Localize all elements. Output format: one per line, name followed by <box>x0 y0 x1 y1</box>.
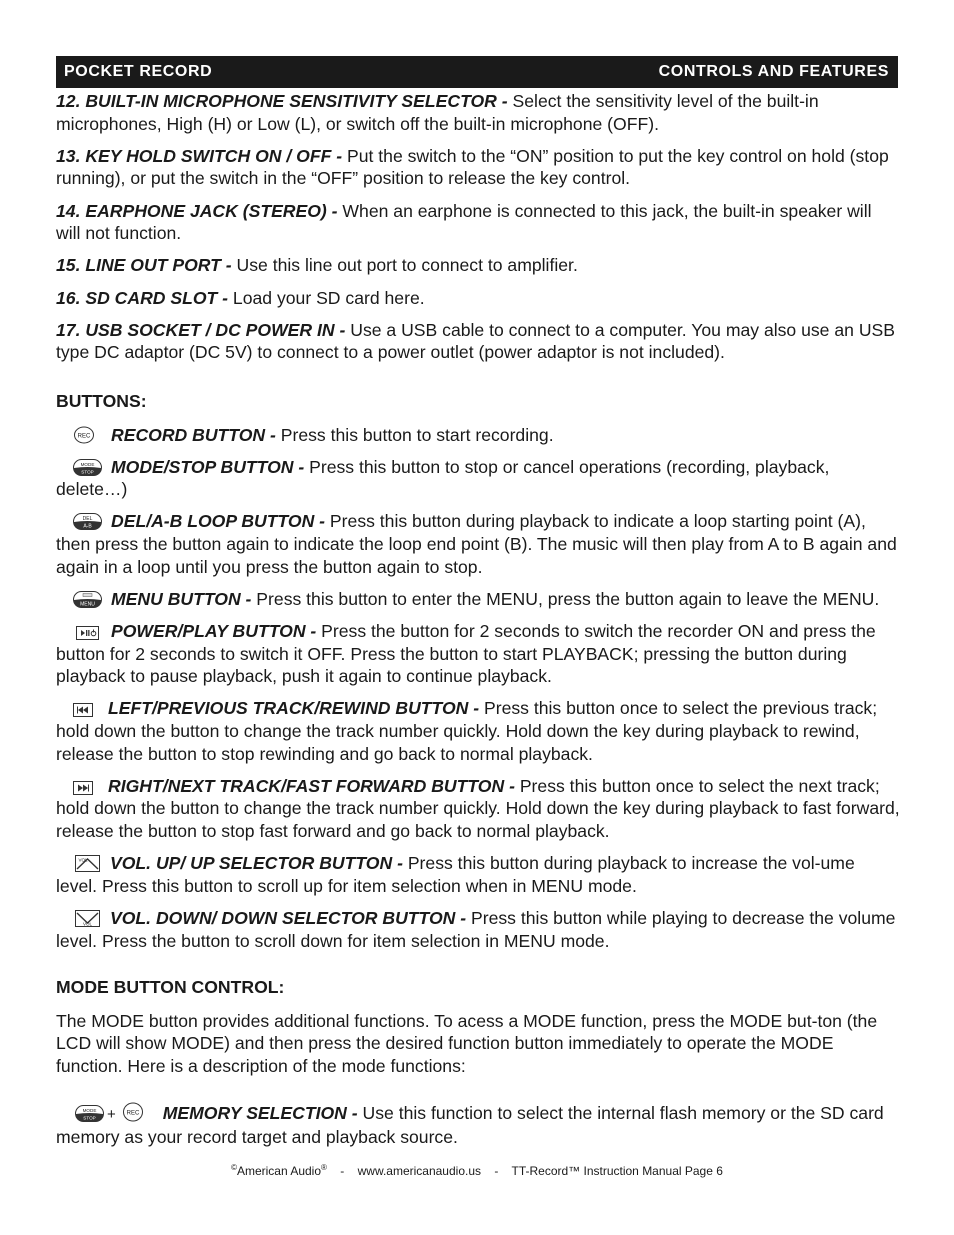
button-item-next-track <box>56 775 900 843</box>
volume-down-icon <box>75 910 100 927</box>
feature-text: Load your SD card here. <box>228 287 425 308</box>
button-item-previous-track <box>56 697 900 765</box>
button-text: Press this button to stop or cancel operations (recording, playback, delete…) <box>56 456 830 500</box>
buttons-section-title: BUTTONS: <box>56 390 147 411</box>
button-label: MENU BUTTON - <box>111 588 252 609</box>
feature-item-17 <box>56 319 900 364</box>
feature-label: 13. KEY HOLD SWITCH ON / OFF - <box>56 145 343 166</box>
page-footer <box>0 1163 954 1178</box>
button-text: Press the button for 2 seconds to switch the recorder ON and press the button for 2 seconds to switch it OFF. Press the button to start PLAYBACK; pressing the button during playback to pause playback, push it again to continue playback. <box>56 621 876 687</box>
button-text: Press this button during playback to indicate a loop starting point (A), then press the button again to indicate the loop end point (B). The music will then play from A to B again and again in a loop until you press the button again to stop. <box>56 511 897 577</box>
button-item-volume-down <box>56 907 900 952</box>
feature-text: Put the switch to the “ON” position to put the key control on hold (stop running), or put the switch in the “OFF” position to release the key control. <box>56 145 889 189</box>
header-title-right: CONTROLS AND FEATURES <box>658 63 889 80</box>
mode-function-memory-selection <box>56 1102 900 1149</box>
svg-text:STOP: STOP <box>83 1114 96 1120</box>
button-label: VOL. UP/ UP SELECTOR BUTTON - <box>110 853 403 874</box>
button-label: RECORD BUTTON - <box>111 424 276 445</box>
feature-label: 15. LINE OUT PORT - <box>56 255 232 276</box>
next-track-icon <box>73 781 93 795</box>
button-item-mode-stop <box>56 456 900 501</box>
footer-registered: ® <box>321 1163 327 1172</box>
feature-label: 16. SD CARD SLOT - <box>56 287 229 308</box>
power-play-icon <box>76 626 99 640</box>
feature-item-16 <box>56 287 900 310</box>
del-ab-icon <box>73 513 102 530</box>
mode-stop-icon <box>73 459 102 476</box>
button-text: Press this button once to select the previous track; hold down the button to change the track number quickly. Hold down the key during playback to rewind, release the button to stop rewinding and go back to normal playback. <box>56 698 878 764</box>
button-text: Press this button to start recording. <box>275 424 554 445</box>
rec-icon <box>122 1102 144 1122</box>
footer-copyright: © <box>231 1163 237 1172</box>
footer-brand: American Audio <box>236 1164 322 1178</box>
svg-text:VOL: VOL <box>78 857 88 863</box>
previous-track-icon <box>73 703 93 717</box>
svg-text:A-B: A-B <box>83 523 92 530</box>
svg-text:MODE: MODE <box>82 1107 97 1113</box>
feature-item-14 <box>56 200 900 245</box>
button-item-del-ab-loop <box>56 510 900 578</box>
footer-separator: - <box>340 1164 345 1178</box>
button-text: Press this button during playback to increase the vol-ume level. Press this button to scroll up for item selection when in MENU mode. <box>56 853 855 896</box>
button-label: VOL. DOWN/ DOWN SELECTOR BUTTON - <box>110 907 467 928</box>
button-item-volume-up <box>56 852 900 897</box>
header-title-left: POCKET RECORD <box>64 63 213 80</box>
feature-item-12 <box>56 90 900 135</box>
button-label: MODE/STOP BUTTON - <box>111 456 305 477</box>
svg-text:MODE: MODE <box>80 461 95 467</box>
mode-function-text: Use this function to select the internal flash memory or the SD card memory as your record target and playback source. <box>56 1102 884 1148</box>
feature-item-15 <box>56 254 900 277</box>
rec-icon <box>73 426 95 444</box>
button-label: RIGHT/NEXT TRACK/FAST FORWARD BUTTON - <box>108 775 515 796</box>
svg-text:MENU: MENU <box>80 601 95 608</box>
mode-section-title: MODE BUTTON CONTROL: <box>56 977 285 998</box>
svg-text:DEL: DEL <box>82 516 93 523</box>
svg-text:REC: REC <box>126 1109 140 1116</box>
feature-label: 17. USB SOCKET / DC POWER IN - <box>56 319 346 340</box>
mode-intro-text: The MODE button provides additional functions. To acess a MODE function, press the MODE but-ton (the LCD will show MODE) and then press the desired function button immediately to operate the MODE function. Here is a description of the mode functions: <box>56 1010 878 1076</box>
feature-text: Use a USB cable to connect to a computer. You may also use an USB type DC adaptor (DC 5V) to connect to a power outlet (power adaptor is not included). <box>56 319 895 363</box>
feature-label: 12. BUILT-IN MICROPHONE SENSITIVITY SELECTOR - <box>56 91 508 111</box>
feature-label: 14. EARPHONE JACK (STEREO) - <box>56 200 338 221</box>
button-item-power-play <box>56 620 900 688</box>
svg-text:STOP: STOP <box>81 468 94 474</box>
button-label: DEL/A-B LOOP BUTTON - <box>111 511 326 532</box>
feature-text: Use this line out port to connect to amplifier. <box>231 255 578 276</box>
feature-text: When an earphone is connected to this jack, the built-in speaker will will not function. <box>56 200 872 244</box>
button-text: Press this button while playing to decrease the volume level. Press the button to scroll down for item selection in MENU mode. <box>56 907 896 951</box>
plus-sign: + <box>107 1105 116 1123</box>
svg-text:REC: REC <box>77 432 91 439</box>
footer-website: www.americanaudio.us <box>357 1164 482 1178</box>
feature-item-13 <box>56 145 900 190</box>
button-text: Press this button to enter the MENU, press the button again to leave the MENU. <box>251 588 880 609</box>
button-item-record <box>56 424 900 447</box>
button-label: LEFT/PREVIOUS TRACK/REWIND BUTTON - <box>108 698 480 719</box>
feature-text: Select the sensitivity level of the built-in microphones, High (H) or Low (L), or switch off the built-in microphone (OFF). <box>56 91 819 134</box>
page-content <box>56 90 900 1158</box>
button-text: Press this button once to select the next track; hold down the button to change the track number quickly. Hold down the key during playback to fast forward, release the button to stop fast forward and go back to normal playback. <box>56 775 900 841</box>
svg-text:VOL: VOL <box>82 921 93 927</box>
mode-function-label: MEMORY SELECTION - <box>162 1102 358 1123</box>
page-header-bar <box>56 56 898 88</box>
menu-icon <box>73 591 102 608</box>
button-label: POWER/PLAY BUTTON - <box>111 621 317 642</box>
mode-stop-icon <box>75 1105 104 1122</box>
footer-separator: - <box>494 1164 499 1178</box>
button-item-menu <box>56 588 900 611</box>
footer-manual-page: TT-Record™ Instruction Manual Page 6 <box>511 1164 723 1178</box>
volume-up-icon <box>75 855 100 872</box>
